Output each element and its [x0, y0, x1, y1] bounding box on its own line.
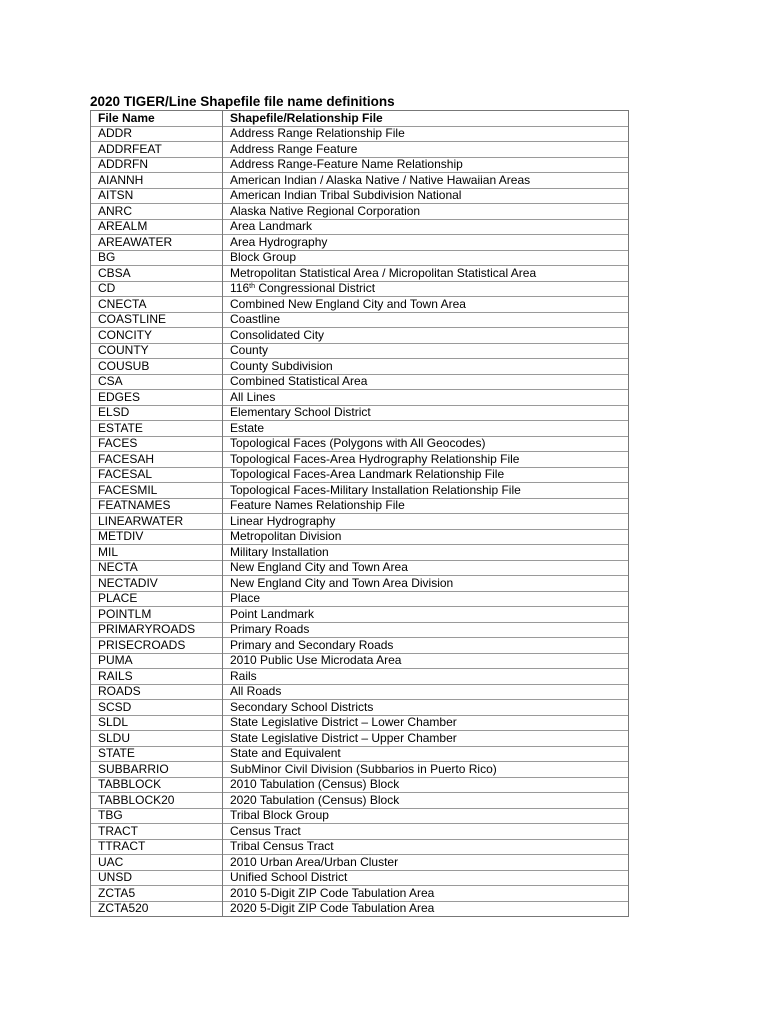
table-row — [91, 312, 629, 328]
table-row — [91, 684, 629, 700]
description-cell: Linear Hydrography — [223, 514, 629, 530]
table-row — [91, 219, 629, 235]
table-row — [91, 886, 629, 902]
file-name-cell: AITSN — [91, 188, 223, 204]
table-row — [91, 669, 629, 685]
description-cell: All Lines — [223, 390, 629, 406]
description-cell: Metropolitan Division — [223, 529, 629, 545]
description-cell: SubMinor Civil Division (Subbarios in Puerto Rico) — [223, 762, 629, 778]
table-row — [91, 762, 629, 778]
file-name-cell: ZCTA520 — [91, 901, 223, 917]
description-cell: New England City and Town Area Division — [223, 576, 629, 592]
file-name-cell: TTRACT — [91, 839, 223, 855]
table-row — [91, 483, 629, 499]
file-name-cell: FACESMIL — [91, 483, 223, 499]
description-cell: Combined Statistical Area — [223, 374, 629, 390]
file-name-cell: ELSD — [91, 405, 223, 421]
description-cell: Primary Roads — [223, 622, 629, 638]
table-row — [91, 281, 629, 297]
table-row — [91, 359, 629, 375]
file-name-cell: UAC — [91, 855, 223, 871]
table-row — [91, 777, 629, 793]
description-cell: American Indian Tribal Subdivision National — [223, 188, 629, 204]
description-cell: Elementary School District — [223, 405, 629, 421]
file-name-cell: FACESAH — [91, 452, 223, 468]
file-name-cell: COUSUB — [91, 359, 223, 375]
table-row — [91, 390, 629, 406]
file-name-cell: ROADS — [91, 684, 223, 700]
file-name-cell: NECTA — [91, 560, 223, 576]
table-row — [91, 870, 629, 886]
table-row — [91, 498, 629, 514]
file-name-cell: PRISECROADS — [91, 638, 223, 654]
description-cell: Tribal Block Group — [223, 808, 629, 824]
table-body — [91, 126, 629, 917]
table-row — [91, 157, 629, 173]
table-row — [91, 607, 629, 623]
file-name-cell: AREAWATER — [91, 235, 223, 251]
description-cell: Address Range Relationship File — [223, 126, 629, 142]
table-row — [91, 901, 629, 917]
description-cell: Combined New England City and Town Area — [223, 297, 629, 313]
table-row — [91, 266, 629, 282]
table-row — [91, 855, 629, 871]
document-title: 2020 TIGER/Line Shapefile file name definitions — [90, 94, 395, 109]
table-row — [91, 700, 629, 716]
table-row — [91, 235, 629, 251]
description-cell: Point Landmark — [223, 607, 629, 623]
table-row — [91, 374, 629, 390]
table-row — [91, 793, 629, 809]
file-name-cell: AIANNH — [91, 173, 223, 189]
file-name-definitions-table — [90, 110, 629, 917]
file-name-cell: COASTLINE — [91, 312, 223, 328]
file-name-cell: SLDU — [91, 731, 223, 747]
file-name-cell: FACES — [91, 436, 223, 452]
description-cell: Area Hydrography — [223, 235, 629, 251]
file-name-cell: METDIV — [91, 529, 223, 545]
file-name-cell: ADDR — [91, 126, 223, 142]
header-file-name: File Name — [91, 111, 223, 127]
file-name-cell: CSA — [91, 374, 223, 390]
table-row — [91, 529, 629, 545]
table-row — [91, 653, 629, 669]
description-cell: Address Range-Feature Name Relationship — [223, 157, 629, 173]
file-name-cell: PRIMARYROADS — [91, 622, 223, 638]
file-name-cell: ADDRFEAT — [91, 142, 223, 158]
description-cell: County Subdivision — [223, 359, 629, 375]
description-cell: Census Tract — [223, 824, 629, 840]
file-name-cell: BG — [91, 250, 223, 266]
description-cell: Topological Faces-Area Hydrography Relationship File — [223, 452, 629, 468]
description-cell: Rails — [223, 669, 629, 685]
description-cell: Place — [223, 591, 629, 607]
description-cell: New England City and Town Area — [223, 560, 629, 576]
table-row — [91, 297, 629, 313]
table-row — [91, 622, 629, 638]
table-row — [91, 436, 629, 452]
table-row — [91, 421, 629, 437]
table-row — [91, 173, 629, 189]
table-row — [91, 452, 629, 468]
description-cell: Coastline — [223, 312, 629, 328]
description-cell: Tribal Census Tract — [223, 839, 629, 855]
file-name-cell: ZCTA5 — [91, 886, 223, 902]
table-row — [91, 808, 629, 824]
table-row — [91, 638, 629, 654]
table-row — [91, 204, 629, 220]
table-row — [91, 250, 629, 266]
description-cell: Address Range Feature — [223, 142, 629, 158]
description-cell: Block Group — [223, 250, 629, 266]
description-cell: Feature Names Relationship File — [223, 498, 629, 514]
description-cell: Estate — [223, 421, 629, 437]
description-cell: 2010 Public Use Microdata Area — [223, 653, 629, 669]
file-name-cell: EDGES — [91, 390, 223, 406]
description-cell: State Legislative District – Lower Chamber — [223, 715, 629, 731]
description-cell: Topological Faces-Military Installation Relationship File — [223, 483, 629, 499]
description-cell: All Roads — [223, 684, 629, 700]
file-name-cell: SUBBARRIO — [91, 762, 223, 778]
table-row — [91, 824, 629, 840]
table-row — [91, 142, 629, 158]
file-name-cell: COUNTY — [91, 343, 223, 359]
file-name-cell: SCSD — [91, 700, 223, 716]
description-cell: 2010 Tabulation (Census) Block — [223, 777, 629, 793]
description-cell: State Legislative District – Upper Chamber — [223, 731, 629, 747]
description-cell: Military Installation — [223, 545, 629, 561]
description-cell: American Indian / Alaska Native / Native Hawaiian Areas — [223, 173, 629, 189]
file-name-cell: SLDL — [91, 715, 223, 731]
description-cell: Consolidated City — [223, 328, 629, 344]
table-row — [91, 188, 629, 204]
file-name-cell: ANRC — [91, 204, 223, 220]
table-row — [91, 715, 629, 731]
description-cell: Alaska Native Regional Corporation — [223, 204, 629, 220]
table-row — [91, 405, 629, 421]
table-row — [91, 591, 629, 607]
file-name-cell: RAILS — [91, 669, 223, 685]
file-name-cell: ADDRFN — [91, 157, 223, 173]
file-name-cell: ESTATE — [91, 421, 223, 437]
file-name-cell: TBG — [91, 808, 223, 824]
table-row — [91, 560, 629, 576]
description-cell: Topological Faces-Area Landmark Relationship File — [223, 467, 629, 483]
file-name-cell: CD — [91, 281, 223, 297]
file-name-cell: PLACE — [91, 591, 223, 607]
table-row — [91, 545, 629, 561]
file-name-cell: LINEARWATER — [91, 514, 223, 530]
description-cell: Primary and Secondary Roads — [223, 638, 629, 654]
table-row — [91, 839, 629, 855]
file-name-cell: CBSA — [91, 266, 223, 282]
table-row — [91, 746, 629, 762]
description-cell: Unified School District — [223, 870, 629, 886]
file-name-cell: STATE — [91, 746, 223, 762]
table-row — [91, 126, 629, 142]
table-header-row — [91, 111, 629, 127]
table-row — [91, 328, 629, 344]
table-row — [91, 514, 629, 530]
file-name-cell: FEATNAMES — [91, 498, 223, 514]
header-shapefile-relationship-file: Shapefile/Relationship File — [223, 111, 629, 127]
description-cell: Secondary School Districts — [223, 700, 629, 716]
file-name-cell: POINTLM — [91, 607, 223, 623]
description-cell: 2010 5-Digit ZIP Code Tabulation Area — [223, 886, 629, 902]
description-cell: Topological Faces (Polygons with All Geocodes) — [223, 436, 629, 452]
file-name-cell: UNSD — [91, 870, 223, 886]
file-name-cell: PUMA — [91, 653, 223, 669]
description-cell: 2020 Tabulation (Census) Block — [223, 793, 629, 809]
file-name-cell: NECTADIV — [91, 576, 223, 592]
table-row — [91, 467, 629, 483]
description-cell: 2010 Urban Area/Urban Cluster — [223, 855, 629, 871]
file-name-cell: AREALM — [91, 219, 223, 235]
file-name-cell: TRACT — [91, 824, 223, 840]
table-row — [91, 576, 629, 592]
description-cell: 116th Congressional District — [223, 281, 629, 297]
table-row — [91, 731, 629, 747]
description-cell: County — [223, 343, 629, 359]
description-cell: Metropolitan Statistical Area / Micropolitan Statistical Area — [223, 266, 629, 282]
description-cell: 2020 5-Digit ZIP Code Tabulation Area — [223, 901, 629, 917]
file-name-cell: CNECTA — [91, 297, 223, 313]
file-name-cell: TABBLOCK20 — [91, 793, 223, 809]
file-name-cell: TABBLOCK — [91, 777, 223, 793]
file-name-cell: FACESAL — [91, 467, 223, 483]
description-cell: State and Equivalent — [223, 746, 629, 762]
file-name-cell: CONCITY — [91, 328, 223, 344]
file-name-cell: MIL — [91, 545, 223, 561]
table-row — [91, 343, 629, 359]
description-cell: Area Landmark — [223, 219, 629, 235]
